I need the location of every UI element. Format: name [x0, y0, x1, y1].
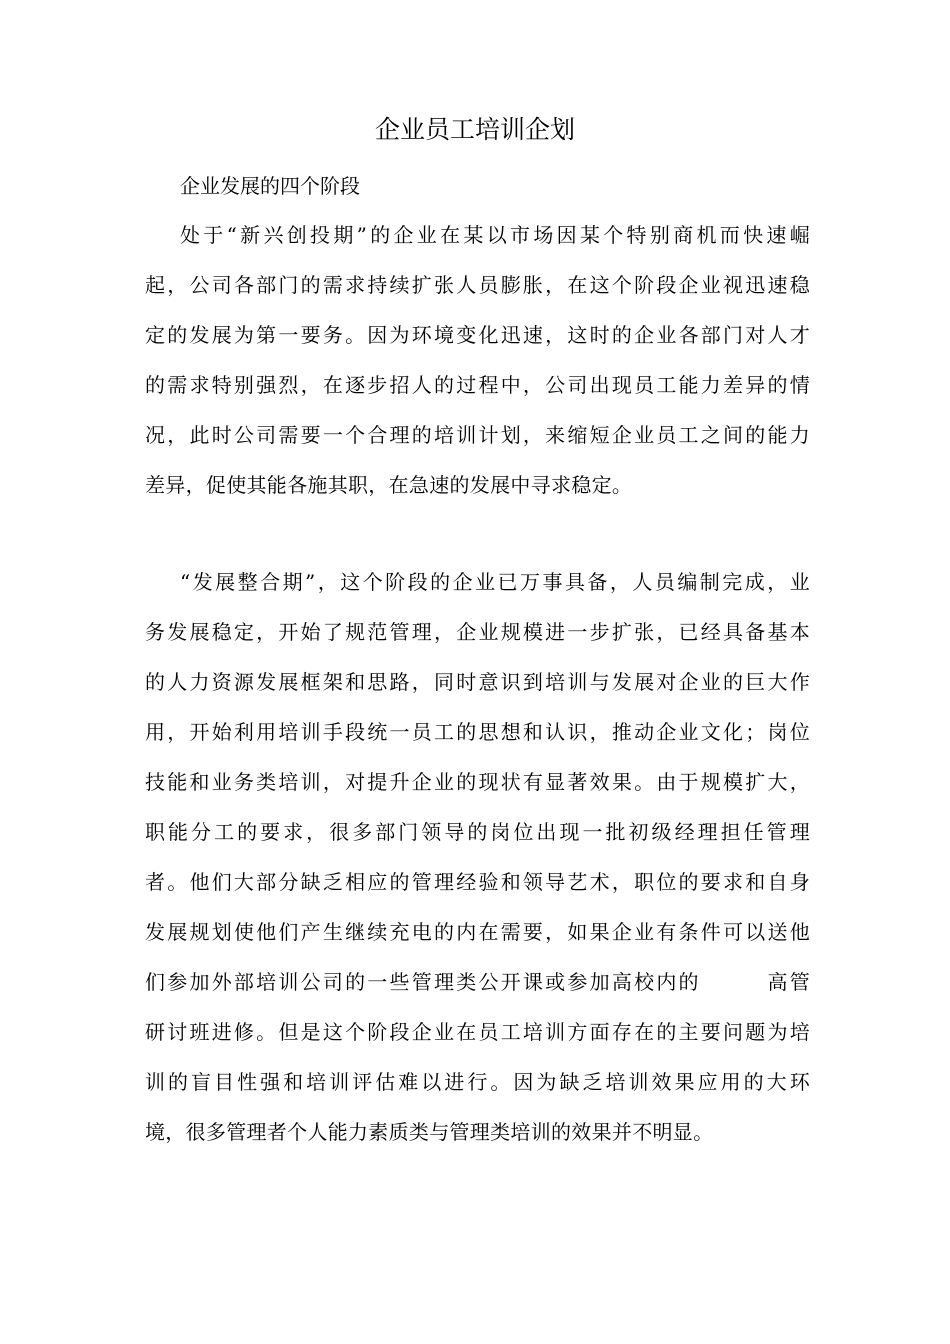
paragraph-2-line: 研讨班进修。但是这个阶段企业在员工培训方面存在的主要问题为培 — [145, 1020, 810, 1044]
paragraph-2-line: 训的盲目性强和培训评估难以进行。因为缺乏培训效果应用的大环 — [145, 1070, 810, 1094]
paragraph-2-line: 境，很多管理者个人能力素质类与管理类培训的效果并不明显。 — [145, 1120, 714, 1144]
paragraph-2-line: 务发展稳定，开始了规范管理，企业规模进一步扩张，已经具备基本 — [145, 620, 810, 644]
paragraph-2-line: 们参加外部培训公司的一些管理类公开课或参加高校内的 高管 — [145, 970, 810, 994]
paragraph-2-line: 的人力资源发展框架和思路，同时意识到培训与发展对企业的巨大作 — [145, 670, 810, 694]
paragraph-1-line: 况，此时公司需要一个合理的培训计划，来缩短企业员工之间的能力 — [145, 423, 810, 447]
paragraph-2-line: 发展规划使他们产生继续充电的内在需要，如果企业有条件可以送他 — [145, 920, 810, 944]
paragraph-1-line: 差异，促使其能各施其职，在急速的发展中寻求稳定。 — [145, 473, 633, 497]
paragraph-1-line: 起，公司各部门的需求持续扩张人员膨胀，在这个阶段企业视迅速稳 — [145, 273, 810, 297]
paragraph-2-line: 职能分工的要求，很多部门领导的岗位出现一批初级经理担任管理 — [145, 820, 810, 844]
paragraph-1-line: 处于“新兴创投期”的企业在某以市场因某个特别商机而快速崛 — [180, 223, 810, 247]
paragraph-2-line: 技能和业务类培训，对提升企业的现状有显著效果。由于规模扩大， — [145, 770, 810, 794]
section-heading: 企业发展的四个阶段 — [180, 174, 360, 198]
paragraph-2-line: 用，开始利用培训手段统一员工的思想和认识，推动企业文化；岗位 — [145, 720, 810, 744]
paragraph-1-line: 定的发展为第一要务。因为环境变化迅速，这时的企业各部门对人才 — [145, 323, 810, 347]
paragraph-2-line: “发展整合期”，这个阶段的企业已万事具备，人员编制完成，业 — [180, 570, 810, 594]
paragraph-2-line: 者。他们大部分缺乏相应的管理经验和领导艺术，职位的要求和自身 — [145, 870, 810, 894]
paragraph-1-line: 的需求特别强烈，在逐步招人的过程中，公司出现员工能力差异的情 — [145, 373, 810, 397]
document-title: 企业员工培训企划 — [374, 115, 575, 144]
